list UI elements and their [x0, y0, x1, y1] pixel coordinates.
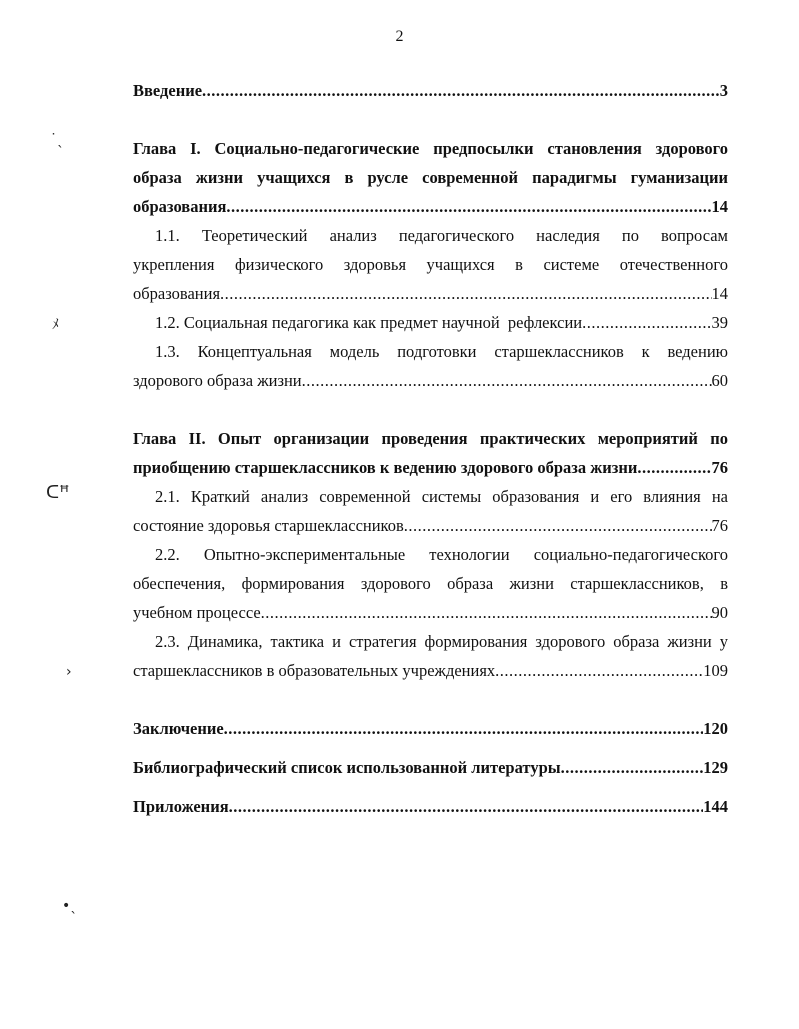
toc-page-number: 90: [711, 603, 728, 622]
toc-page-number: 14: [711, 197, 728, 216]
toc-page-number: 144: [703, 797, 728, 816]
margin-mark: •ˎ: [62, 898, 78, 914]
toc-leader-dots: [495, 656, 703, 685]
toc-leader-dots: [202, 76, 720, 105]
toc-page-number: 76: [711, 458, 728, 477]
margin-mark: ᑕꟸ: [46, 482, 70, 503]
toc-entry-title: Приложения: [133, 797, 229, 816]
toc-entry-line: обеспечения, формирования здорового образа жизни старшеклассников, в: [133, 574, 728, 593]
toc-leader-dots: [582, 308, 711, 337]
toc-entry-line: 2.3. Динамика, тактика и стратегия формирования здорового образа жизни у: [155, 632, 728, 651]
toc-entry-title: состояние здоровья старшеклассников: [133, 516, 404, 535]
toc-leader-dots: [224, 714, 704, 743]
toc-entry-line: образа жизни учащихся в русле современной парадигмы гуманизации: [133, 168, 728, 187]
table-of-contents: [133, 76, 728, 821]
toc-entry-title: Библиографический список использованной литературы: [133, 758, 561, 777]
toc-entry-line: 2.2. Опытно-экспериментальные технологии социально-педагогического: [155, 545, 728, 564]
toc-entry-chapter-1[interactable]: [133, 134, 728, 221]
toc-entry-line: укрепления физического здоровья учащихся в системе отечественного: [133, 255, 728, 274]
toc-entry-title: Введение: [133, 81, 203, 100]
toc-entry-line: Глава II. Опыт организации проведения практических мероприятий по: [133, 429, 728, 448]
toc-entry-title: 1.2. Социальная педагогика как предмет научной рефлексии: [155, 313, 583, 332]
toc-entry-conclusion[interactable]: [133, 714, 728, 743]
toc-page-number: 120: [703, 719, 728, 738]
toc-entry-line: 1.1. Теоретический анализ педагогического наследия по вопросам: [155, 226, 728, 245]
margin-mark: ˙ˎ: [50, 132, 64, 148]
toc-entry-section-2-1[interactable]: [133, 482, 728, 540]
toc-leader-dots: [229, 792, 704, 821]
toc-entry-chapter-2[interactable]: [133, 424, 728, 482]
page-number: 2: [395, 28, 404, 45]
toc-entry-title: приобщению старшеклассников к ведению здорового образа жизни: [133, 458, 638, 477]
toc-entry-title: учебном процессе: [133, 603, 261, 622]
toc-entry-title: старшеклассников в образовательных учреждениях: [133, 661, 496, 680]
toc-entry-section-1-3[interactable]: [133, 337, 728, 395]
toc-entry-appendices[interactable]: [133, 792, 728, 821]
toc-entry-title: здорового образа жизни: [133, 371, 302, 390]
toc-entry-section-2-3[interactable]: [133, 627, 728, 685]
toc-page-number: 60: [711, 371, 728, 390]
toc-page-number: 3: [719, 81, 728, 100]
toc-leader-dots: [302, 366, 712, 395]
toc-entry-title: Заключение: [133, 719, 224, 738]
toc-entry-line: 1.3. Концептуальная модель подготовки старшеклассников к ведению: [155, 342, 728, 361]
toc-leader-dots: [226, 192, 711, 221]
toc-page-number: 39: [711, 313, 728, 332]
toc-entry-line: Глава I. Социально-педагогические предпосылки становления здорового: [133, 139, 728, 158]
toc-entry-title: образования: [133, 197, 227, 216]
toc-entry-section-2-2[interactable]: [133, 540, 728, 627]
toc-page-number: 76: [711, 516, 728, 535]
toc-page-number: 109: [703, 661, 728, 680]
margin-mark: ﾒ: [52, 317, 59, 333]
toc-leader-dots: [220, 279, 711, 308]
toc-page-number: 14: [711, 284, 728, 303]
toc-entry-line: 2.1. Краткий анализ современной системы образования и его влияния на: [155, 487, 728, 506]
toc-page-number: 129: [703, 758, 728, 777]
margin-mark: ›: [66, 664, 72, 680]
toc-entry-section-1-2[interactable]: [133, 308, 728, 337]
toc-leader-dots: [637, 453, 711, 482]
toc-entry-title: образования: [133, 284, 221, 303]
toc-entry-section-1-1[interactable]: [133, 221, 728, 308]
toc-leader-dots: [404, 511, 712, 540]
toc-leader-dots: [561, 753, 704, 782]
toc-entry-intro[interactable]: [133, 76, 728, 105]
toc-leader-dots: [261, 598, 712, 627]
toc-entry-bibliography[interactable]: [133, 753, 728, 782]
